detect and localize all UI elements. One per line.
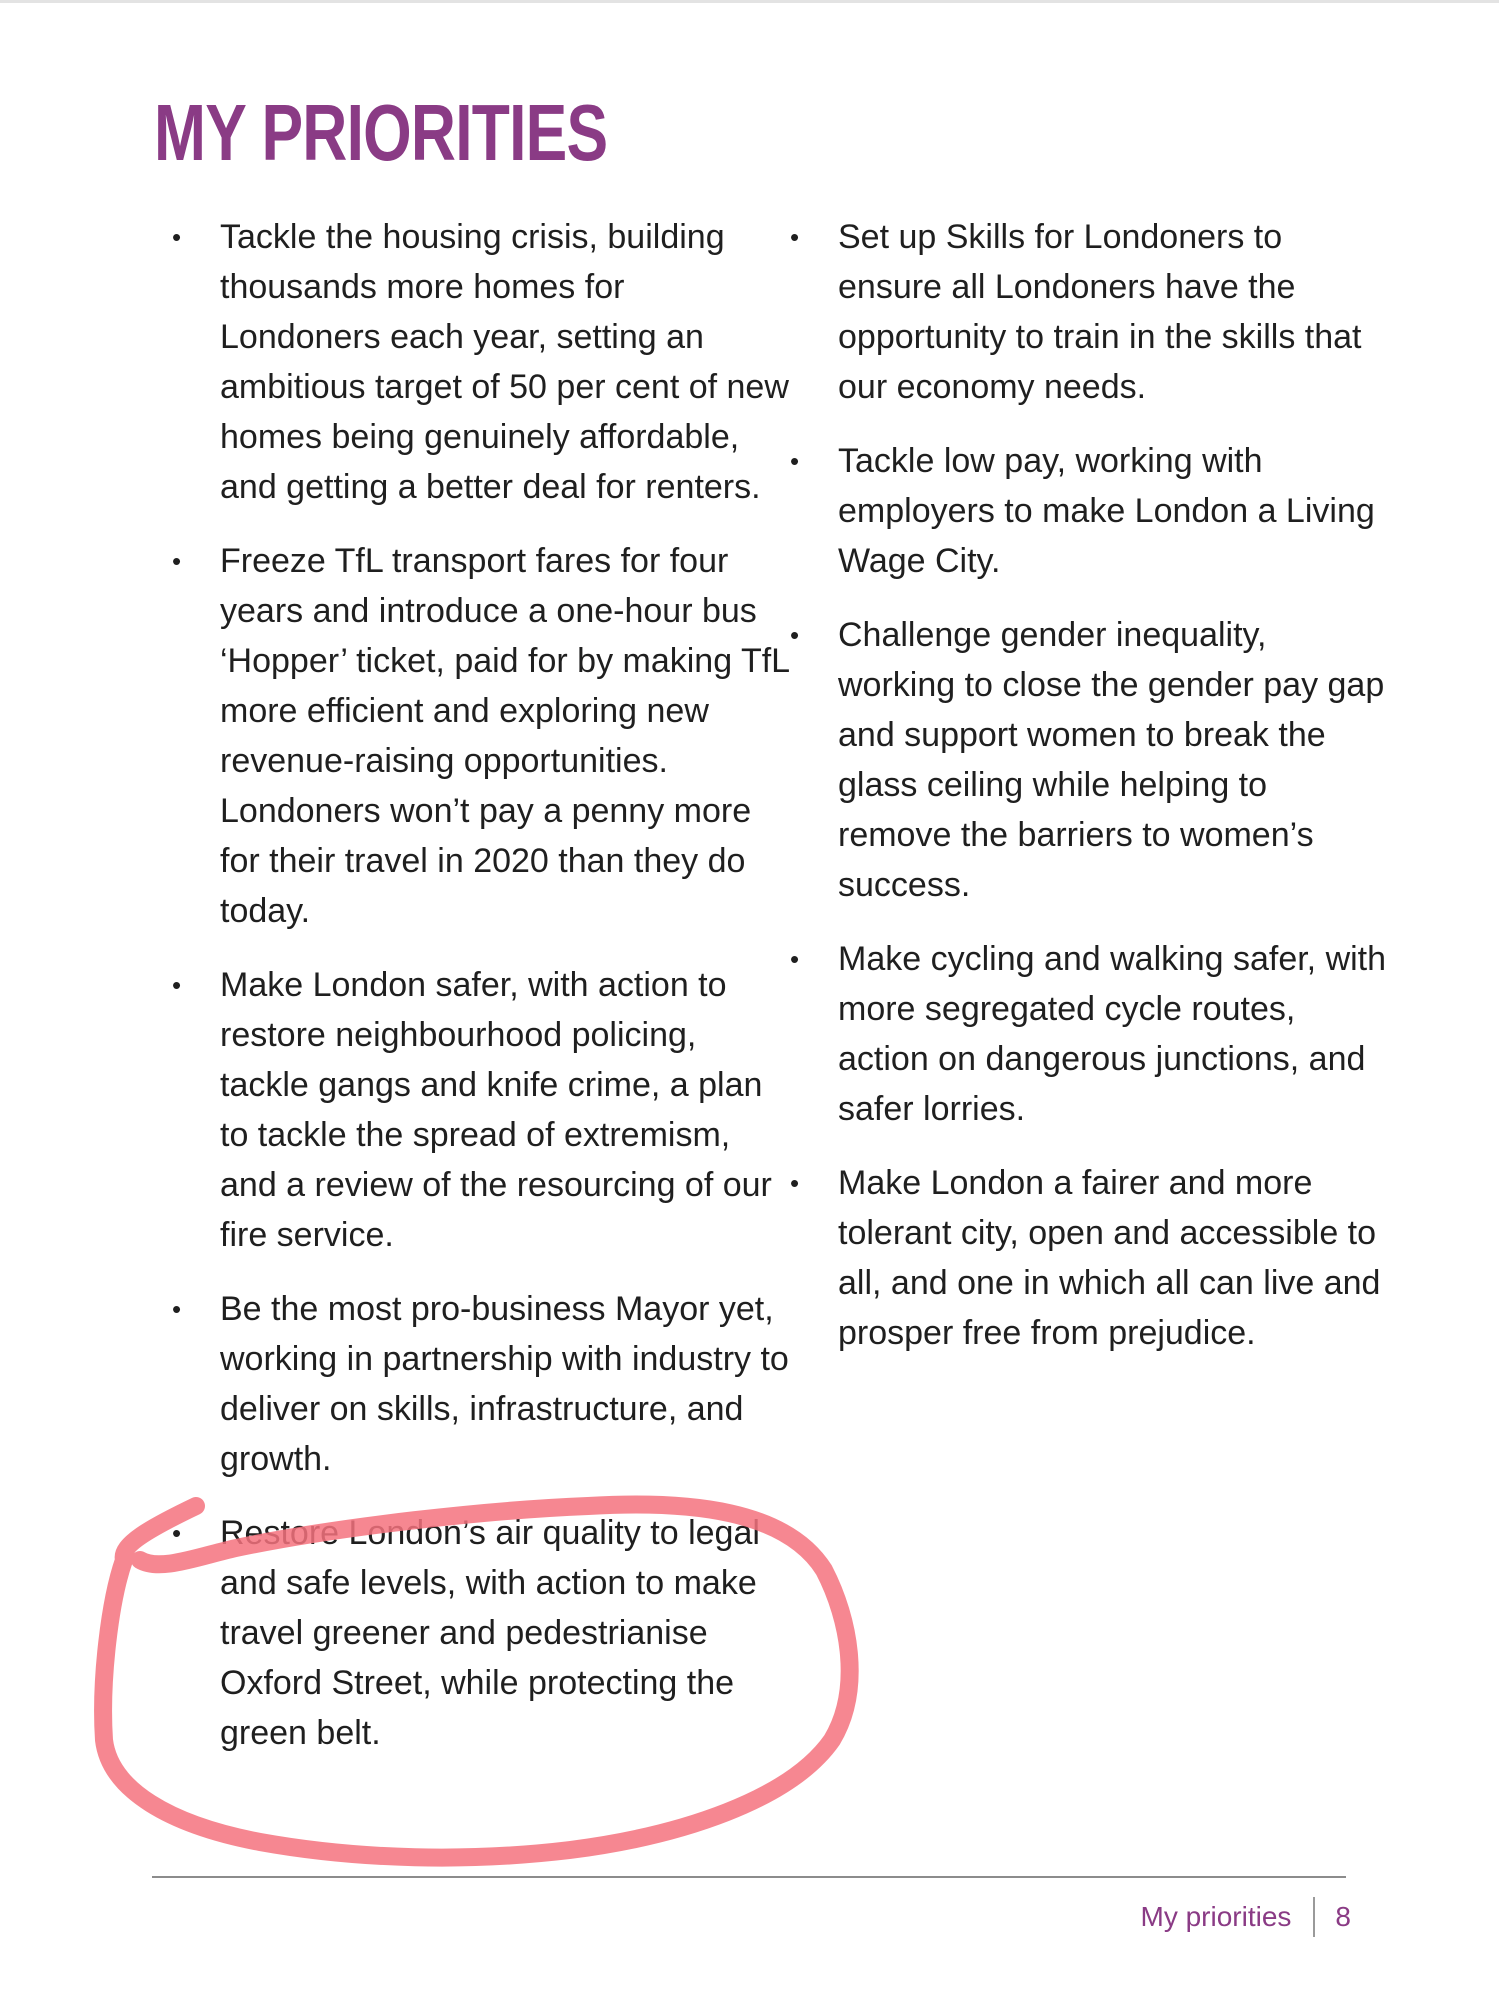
priority-text: Make London a fairer and more tolerant city, open and accessible to all, and one in which all can live and prosper free from prejudice. xyxy=(838,1164,1381,1352)
priority-safety xyxy=(170,960,790,1260)
right-column xyxy=(788,212,1388,1382)
priority-transport-fares xyxy=(170,536,790,936)
priority-gender-equality xyxy=(788,610,1388,910)
page-number: 8 xyxy=(1335,1901,1351,1932)
bullet-icon: • xyxy=(172,970,182,1000)
priority-business xyxy=(170,1284,790,1484)
priority-low-pay xyxy=(788,436,1388,586)
bullet-icon: • xyxy=(790,620,800,650)
bullet-icon: • xyxy=(790,1168,800,1198)
footer-separator xyxy=(1313,1897,1315,1937)
bullet-icon: • xyxy=(172,222,182,252)
right-bullet-list xyxy=(788,212,1388,1358)
bullet-icon: • xyxy=(172,1294,182,1324)
page-footer xyxy=(1141,1895,1352,1939)
priority-air-quality xyxy=(170,1508,790,1758)
priority-cycling-walking xyxy=(788,934,1388,1134)
footer-divider-line xyxy=(152,1876,1346,1878)
priority-text: Tackle low pay, working with employers to make London a Living Wage City. xyxy=(838,442,1375,580)
bullet-icon: • xyxy=(172,546,182,576)
top-edge-rule xyxy=(0,0,1499,3)
bullet-icon: • xyxy=(790,944,800,974)
priority-text: Challenge gender inequality, working to close the gender pay gap and support women to break the glass ceiling while helping to remove the barriers to women’s success. xyxy=(838,616,1385,904)
footer-section-label: My priorities xyxy=(1140,1901,1292,1932)
priority-text: Be the most pro-business Mayor yet, working in partnership with industry to deliver on skills, infrastructure, and growth. xyxy=(220,1290,789,1478)
priority-fairer-city xyxy=(788,1158,1388,1358)
priority-text: Make London safer, with action to restore neighbourhood policing, tackle gangs and knife crime, a plan to tackle the spread of extremism, and a review of the resourcing of our fire service. xyxy=(220,966,772,1254)
priority-text: Make cycling and walking safer, with more segregated cycle routes, action on dangerous junctions, and safer lorries. xyxy=(838,940,1387,1128)
bullet-icon: • xyxy=(790,222,800,252)
priority-text: Tackle the housing crisis, building thousands more homes for Londoners each year, setting an ambitious target of 50 per cent of new homes being genuinely affordable, and getting a better deal for renters. xyxy=(220,218,789,506)
priority-skills xyxy=(788,212,1388,412)
priority-text: Restore London’s air quality to legal and safe levels, with action to make travel greener and pedestrianise Oxford Street, while protecting the green belt. xyxy=(220,1514,760,1752)
priority-text: Set up Skills for Londoners to ensure all Londoners have the opportunity to train in the skills that our economy needs. xyxy=(838,218,1362,406)
left-column xyxy=(170,212,790,1782)
bullet-icon: • xyxy=(172,1518,182,1548)
bullet-icon: • xyxy=(790,446,800,476)
priority-housing xyxy=(170,212,790,512)
priority-text: Freeze TfL transport fares for four years and introduce a one-hour bus ‘Hopper’ ticket, paid for by making TfL more efficient and exploring new revenue-raising opportunities. Londoners won’t pay a penny more for their travel in 2020 than they do today. xyxy=(220,542,789,930)
page-title: MY PRIORITIES xyxy=(154,88,608,177)
left-bullet-list xyxy=(170,212,790,1758)
